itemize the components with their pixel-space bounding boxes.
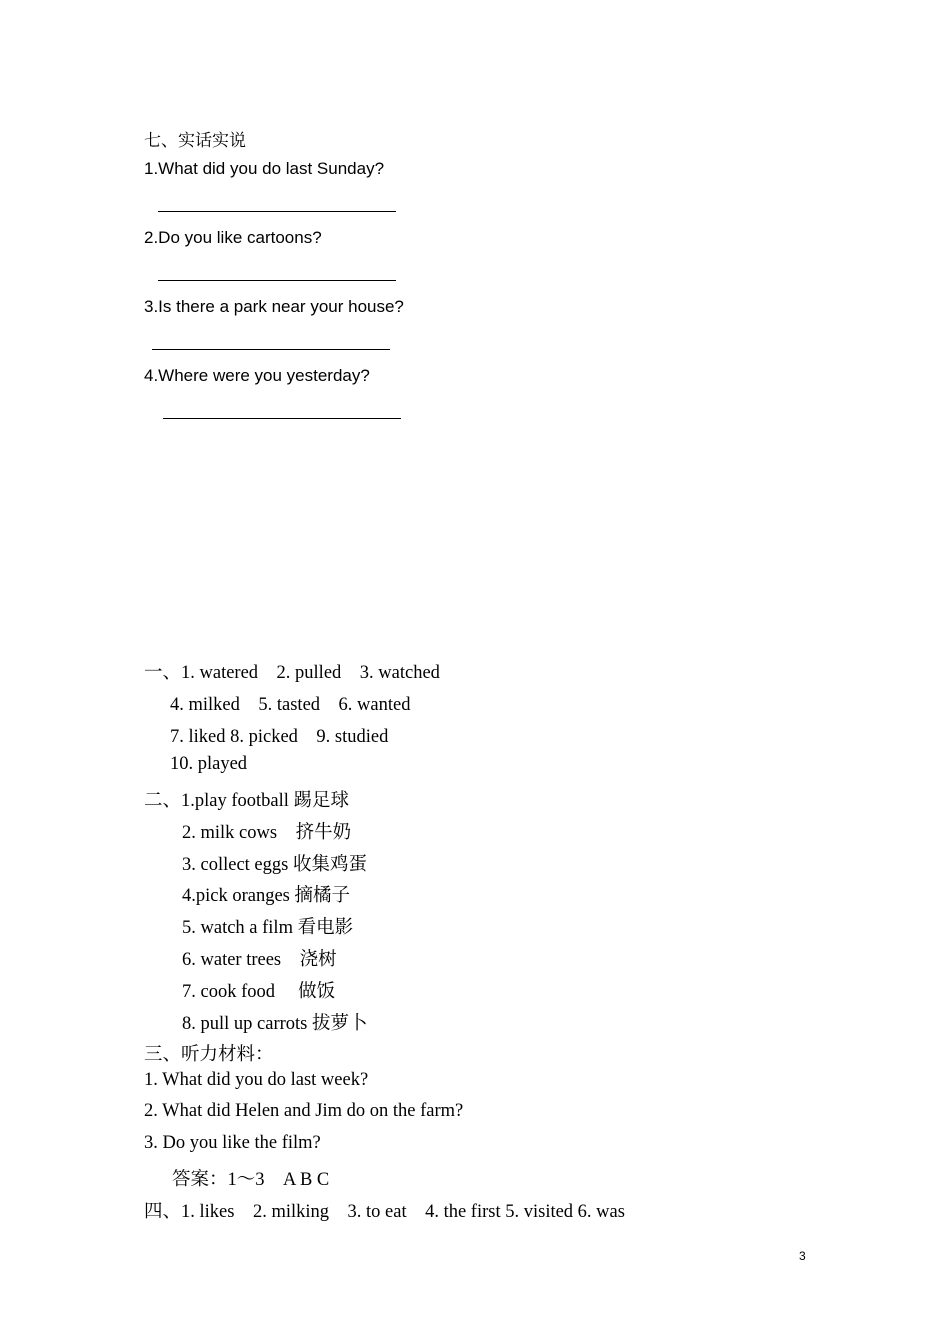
answer-s4-line-1: 四、1. likes 2. milking 3. to eat 4. the first 5. visited 6. was	[144, 1202, 625, 1222]
answer-s2-line-7: 7. cook food 做饭	[182, 982, 336, 1002]
answer-blank-3	[152, 349, 390, 350]
answer-blank-4	[163, 418, 401, 419]
answer-s2-line-3: 3. collect eggs 收集鸡蛋	[182, 855, 367, 875]
answer-s1-line-2: 4. milked 5. tasted 6. wanted	[170, 695, 411, 715]
question-4: 4.Where were you yesterday?	[144, 366, 370, 385]
answer-blank-1	[158, 211, 396, 212]
answer-s2-line-1: 二、1.play football 踢足球	[144, 791, 350, 811]
answer-s2-line-4: 4.pick oranges 摘橘子	[182, 886, 351, 906]
answer-s3-heading: 三、听力材料：	[144, 1045, 274, 1065]
question-2: 2.Do you like cartoons?	[144, 228, 322, 247]
answer-blank-2	[158, 280, 396, 281]
answer-s2-line-8: 8. pull up carrots 拔萝卜	[182, 1014, 368, 1034]
question-1: 1.What did you do last Sunday?	[144, 159, 385, 178]
answer-s2-line-2: 2. milk cows 挤牛奶	[182, 823, 352, 843]
listening-line-1: 1. What did you do last week?	[144, 1070, 369, 1090]
listening-line-3: 3. Do you like the film?	[144, 1133, 321, 1153]
question-3: 3.Is there a park near your house?	[144, 297, 404, 316]
listening-answer-key: 答案：1～3 A B C	[172, 1170, 330, 1190]
answer-s2-line-5: 5. watch a film 看电影	[182, 918, 354, 938]
answer-s1-line-4: 10. played	[170, 754, 248, 774]
answer-s2-line-6: 6. water trees 浇树	[182, 950, 337, 970]
section-heading: 七、实话实说	[144, 131, 246, 150]
answer-s1-line-1: 一、1. watered 2. pulled 3. watched	[144, 663, 440, 683]
page-number: 3	[799, 1249, 806, 1263]
answer-s1-line-3: 7. liked 8. picked 9. studied	[170, 727, 389, 747]
listening-line-2: 2. What did Helen and Jim do on the farm?	[144, 1101, 464, 1121]
